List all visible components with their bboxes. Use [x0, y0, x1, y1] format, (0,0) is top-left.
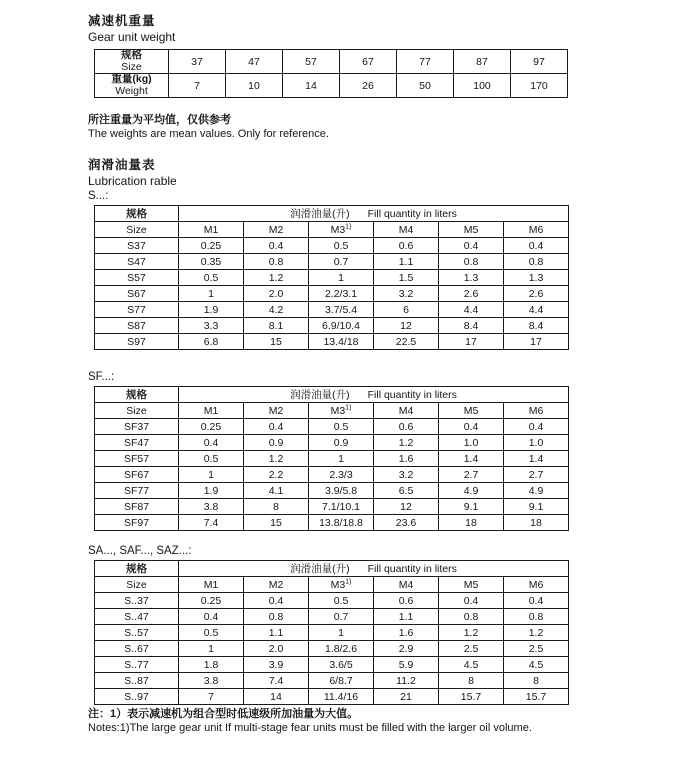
oil-quantity-cell: 1.1	[374, 609, 439, 625]
mount-position-header: M4	[374, 222, 439, 238]
size-label-en: Size	[121, 60, 142, 73]
oil-quantity-cell: 1.6	[374, 451, 439, 467]
oil-quantity-cell: 6.5	[374, 483, 439, 499]
size-value-cell: 97	[511, 50, 568, 74]
lube-data-row	[95, 625, 569, 641]
oil-quantity-cell: 3.3	[179, 318, 244, 334]
lube-header-row-en	[95, 577, 569, 593]
oil-quantity-cell: 0.8	[439, 254, 504, 270]
oil-quantity-cell: 0.9	[309, 435, 374, 451]
mount-position-header: M6	[504, 403, 569, 419]
oil-quantity-cell: 6/8.7	[309, 673, 374, 689]
row-size-label: SF87	[95, 499, 179, 515]
oil-quantity-cell: 0.6	[374, 238, 439, 254]
oil-quantity-cell: 1.8	[179, 657, 244, 673]
oil-quantity-cell: 0.5	[179, 451, 244, 467]
row-size-label: S..87	[95, 673, 179, 689]
oil-quantity-cell: 0.4	[504, 419, 569, 435]
oil-quantity-cell: 4.5	[439, 657, 504, 673]
oil-quantity-cell: 18	[504, 515, 569, 531]
oil-quantity-cell: 2.5	[439, 641, 504, 657]
oil-quantity-cell: 0.4	[244, 593, 309, 609]
oil-quantity-cell: 4.4	[504, 302, 569, 318]
lubrication-table	[94, 386, 569, 531]
oil-quantity-cell: 2.6	[504, 286, 569, 302]
lube-data-row	[95, 318, 569, 334]
oil-quantity-cell: 0.4	[439, 593, 504, 609]
mount-position-header: M6	[504, 222, 569, 238]
oil-quantity-cell: 0.8	[504, 254, 569, 270]
row-size-label: S67	[95, 286, 179, 302]
mount-position-header: M2	[244, 577, 309, 593]
oil-quantity-cell: 0.4	[439, 419, 504, 435]
size-value-cell: 37	[169, 50, 226, 74]
mount-position-header: M2	[244, 403, 309, 419]
lubrication-table	[94, 205, 569, 350]
oil-quantity-cell: 1.0	[439, 435, 504, 451]
oil-quantity-cell: 0.9	[244, 435, 309, 451]
oil-quantity-cell: 0.4	[179, 435, 244, 451]
footnote-en: Notes:1)The large gear unit If multi-stage fear units must be filled with the larger oil volume.	[88, 722, 532, 734]
oil-quantity-cell: 0.7	[309, 609, 374, 625]
row-size-label: S..77	[95, 657, 179, 673]
lube-data-row	[95, 238, 569, 254]
oil-quantity-cell: 0.35	[179, 254, 244, 270]
mount-position-header: M3$^{1)}$	[309, 403, 374, 419]
row-size-label: S..37	[95, 593, 179, 609]
oil-quantity-cell: 1.2	[244, 451, 309, 467]
gear-weight-title-cn: 减速机重量	[88, 14, 156, 28]
weight-note-cn: 所注重量为平均值，仅供参考	[88, 114, 231, 126]
oil-quantity-cell: 0.4	[504, 238, 569, 254]
lube-data-row	[95, 451, 569, 467]
oil-quantity-cell: 15	[244, 515, 309, 531]
lube-data-row	[95, 609, 569, 625]
oil-quantity-cell: 1.2	[374, 435, 439, 451]
oil-quantity-cell: 12	[374, 318, 439, 334]
oil-quantity-cell: 7.1/10.1	[309, 499, 374, 515]
lube-header-row-cn	[95, 561, 569, 577]
mount-position-header: M1	[179, 222, 244, 238]
lube-data-row	[95, 270, 569, 286]
oil-quantity-cell: 3.2	[374, 467, 439, 483]
row-size-label: S97	[95, 334, 179, 350]
oil-quantity-cell: 8	[439, 673, 504, 689]
oil-quantity-cell: 1.3	[439, 270, 504, 286]
oil-quantity-cell: 1.1	[244, 625, 309, 641]
weight-value-cell: 100	[454, 74, 511, 98]
row-size-label: S87	[95, 318, 179, 334]
oil-quantity-cell: 13.8/18.8	[309, 515, 374, 531]
oil-quantity-cell: 0.4	[244, 419, 309, 435]
lube-header-row-cn	[95, 206, 569, 222]
gear-weight-title-en: Gear unit weight	[88, 30, 176, 44]
row-size-label: SF77	[95, 483, 179, 499]
oil-quantity-cell: 2.9	[374, 641, 439, 657]
oil-quantity-cell: 0.25	[179, 238, 244, 254]
footnote-marker: 1)	[345, 578, 352, 585]
oil-quantity-cell: 0.5	[309, 593, 374, 609]
weight-table-weight-row	[95, 74, 568, 98]
weight-note	[88, 113, 691, 141]
oil-quantity-cell: 4.9	[439, 483, 504, 499]
size-value-cell: 67	[340, 50, 397, 74]
lube-data-row	[95, 483, 569, 499]
gear-weight-table	[94, 49, 568, 98]
oil-quantity-cell: 2.0	[244, 641, 309, 657]
footnote-marker: 1)	[345, 404, 352, 411]
lube-header-row-en	[95, 403, 569, 419]
footnotes	[88, 707, 691, 735]
oil-quantity-cell: 11.4/16	[309, 689, 374, 705]
fill-quantity-label-cn: 润滑油量(升)	[290, 208, 350, 220]
oil-quantity-cell: 1.0	[504, 435, 569, 451]
mount-position-header: M5	[439, 403, 504, 419]
size-value-cell: 47	[226, 50, 283, 74]
row-size-label: S77	[95, 302, 179, 318]
oil-quantity-cell: 23.6	[374, 515, 439, 531]
oil-quantity-cell: 6	[374, 302, 439, 318]
oil-quantity-cell: 1.2	[244, 270, 309, 286]
oil-quantity-cell: 0.6	[374, 593, 439, 609]
oil-quantity-cell: 0.5	[309, 238, 374, 254]
oil-quantity-cell: 8.4	[439, 318, 504, 334]
spec-header-cn: 规格	[95, 561, 179, 577]
fill-quantity-label-cn: 润滑油量(升)	[290, 389, 350, 401]
table-series-label: SF...:	[88, 371, 115, 383]
lube-data-row	[95, 334, 569, 350]
lube-data-row	[95, 499, 569, 515]
fill-quantity-label-en: Fill quantity in liters	[367, 563, 457, 575]
oil-quantity-cell: 2.0	[244, 286, 309, 302]
weight-label-cn: 重量(kg)	[111, 73, 152, 85]
oil-quantity-cell: 0.8	[244, 609, 309, 625]
lube-data-row	[95, 515, 569, 531]
oil-quantity-cell: 1	[179, 641, 244, 657]
oil-quantity-cell: 2.2	[244, 467, 309, 483]
row-size-label: S57	[95, 270, 179, 286]
footnote-marker: 1)	[345, 223, 352, 230]
lube-data-row	[95, 673, 569, 689]
weight-value-cell: 26	[340, 74, 397, 98]
mount-position-header: M5	[439, 577, 504, 593]
row-size-label: SF97	[95, 515, 179, 531]
fill-quantity-header	[179, 206, 569, 222]
fill-quantity-label-en: Fill quantity in liters	[367, 208, 457, 220]
oil-quantity-cell: 0.8	[439, 609, 504, 625]
oil-quantity-cell: 1.4	[504, 451, 569, 467]
oil-quantity-cell: 1	[309, 270, 374, 286]
oil-quantity-cell: 0.25	[179, 419, 244, 435]
oil-quantity-cell: 1.3	[504, 270, 569, 286]
mount-position-header: M4	[374, 403, 439, 419]
oil-quantity-cell: 0.6	[374, 419, 439, 435]
oil-quantity-cell: 9.1	[439, 499, 504, 515]
lube-header-row-en	[95, 222, 569, 238]
oil-quantity-cell: 13.4/18	[309, 334, 374, 350]
size-header: Size	[95, 222, 179, 238]
oil-quantity-cell: 1	[309, 451, 374, 467]
lube-data-row	[95, 689, 569, 705]
fill-quantity-header	[179, 561, 569, 577]
weight-value-cell: 10	[226, 74, 283, 98]
oil-quantity-cell: 0.8	[504, 609, 569, 625]
fill-quantity-label-en: Fill quantity in liters	[367, 389, 457, 401]
row-size-label: SF37	[95, 419, 179, 435]
lube-data-row	[95, 467, 569, 483]
oil-quantity-cell: 22.5	[374, 334, 439, 350]
oil-quantity-cell: 3.8	[179, 673, 244, 689]
oil-quantity-cell: 6.8	[179, 334, 244, 350]
oil-quantity-cell: 17	[439, 334, 504, 350]
oil-quantity-cell: 1.2	[439, 625, 504, 641]
lube-data-row	[95, 254, 569, 270]
oil-quantity-cell: 0.5	[179, 625, 244, 641]
oil-quantity-cell: 1	[179, 286, 244, 302]
oil-quantity-cell: 2.6	[439, 286, 504, 302]
oil-quantity-cell: 17	[504, 334, 569, 350]
lubrication-title-cn: 润滑油量表	[88, 158, 156, 172]
oil-quantity-cell: 0.7	[309, 254, 374, 270]
oil-quantity-cell: 7.4	[244, 673, 309, 689]
oil-quantity-cell: 2.7	[504, 467, 569, 483]
lube-data-row	[95, 593, 569, 609]
lubrication-title-en: Lubrication rable	[88, 174, 177, 188]
row-size-label: S..57	[95, 625, 179, 641]
weight-header-cell	[95, 74, 169, 98]
size-value-cell: 87	[454, 50, 511, 74]
oil-quantity-cell: 0.4	[244, 238, 309, 254]
oil-quantity-cell: 1.4	[439, 451, 504, 467]
oil-quantity-cell: 14	[244, 689, 309, 705]
weight-value-cell: 170	[511, 74, 568, 98]
oil-quantity-cell: 1.8/2.6	[309, 641, 374, 657]
mount-position-header: M1	[179, 577, 244, 593]
row-size-label: SF67	[95, 467, 179, 483]
oil-quantity-cell: 1.6	[374, 625, 439, 641]
lube-header-row-cn	[95, 387, 569, 403]
lubrication-table-block	[88, 544, 691, 705]
oil-quantity-cell: 2.5	[504, 641, 569, 657]
lube-data-row	[95, 419, 569, 435]
oil-quantity-cell: 4.5	[504, 657, 569, 673]
oil-quantity-cell: 4.2	[244, 302, 309, 318]
oil-quantity-cell: 8.4	[504, 318, 569, 334]
lube-data-row	[95, 302, 569, 318]
oil-quantity-cell: 2.3/3	[309, 467, 374, 483]
oil-quantity-cell: 0.5	[309, 419, 374, 435]
oil-quantity-cell: 0.4	[179, 609, 244, 625]
lube-data-row	[95, 657, 569, 673]
section-gear-weight	[88, 13, 691, 45]
footnote-cn: 注：1）表示减速机为组合型时低速级所加油量为大值。	[88, 708, 359, 720]
oil-quantity-cell: 1	[309, 625, 374, 641]
oil-quantity-cell: 0.8	[244, 254, 309, 270]
size-header: Size	[95, 577, 179, 593]
oil-quantity-cell: 21	[374, 689, 439, 705]
mount-position-header: M6	[504, 577, 569, 593]
oil-quantity-cell: 1.9	[179, 483, 244, 499]
oil-quantity-cell: 8.1	[244, 318, 309, 334]
oil-quantity-cell: 5.9	[374, 657, 439, 673]
fill-quantity-label-cn: 润滑油量(升)	[290, 563, 350, 575]
size-header-cell	[95, 50, 169, 74]
oil-quantity-cell: 0.4	[439, 238, 504, 254]
fill-quantity-header	[179, 387, 569, 403]
weight-table-size-row	[95, 50, 568, 74]
lube-data-row	[95, 286, 569, 302]
oil-quantity-cell: 1.1	[374, 254, 439, 270]
oil-quantity-cell: 0.5	[179, 270, 244, 286]
size-value-cell: 77	[397, 50, 454, 74]
oil-quantity-cell: 2.2/3.1	[309, 286, 374, 302]
lubrication-tables-container	[88, 189, 691, 705]
mount-position-header: M2	[244, 222, 309, 238]
oil-quantity-cell: 1.9	[179, 302, 244, 318]
row-size-label: SF47	[95, 435, 179, 451]
oil-quantity-cell: 15.7	[439, 689, 504, 705]
oil-quantity-cell: 6.9/10.4	[309, 318, 374, 334]
mount-position-header: M3$^{1)}$	[309, 577, 374, 593]
table-series-label: SA..., SAF..., SAZ...:	[88, 545, 192, 557]
mount-position-header: M4	[374, 577, 439, 593]
row-size-label: SF57	[95, 451, 179, 467]
row-size-label: S..67	[95, 641, 179, 657]
mount-position-header: M1	[179, 403, 244, 419]
mount-position-header: M3$^{1)}$	[309, 222, 374, 238]
oil-quantity-cell: 3.6/5	[309, 657, 374, 673]
row-size-label: S37	[95, 238, 179, 254]
oil-quantity-cell: 2.7	[439, 467, 504, 483]
row-size-label: S..47	[95, 609, 179, 625]
weight-note-en: The weights are mean values. Only for reference.	[88, 128, 329, 140]
oil-quantity-cell: 18	[439, 515, 504, 531]
spec-header-cn: 规格	[95, 206, 179, 222]
lubrication-table-block	[88, 370, 691, 531]
oil-quantity-cell: 9.1	[504, 499, 569, 515]
oil-quantity-cell: 11.2	[374, 673, 439, 689]
oil-quantity-cell: 3.9/5.8	[309, 483, 374, 499]
oil-quantity-cell: 3.9	[244, 657, 309, 673]
mount-position-header: M5	[439, 222, 504, 238]
oil-quantity-cell: 7	[179, 689, 244, 705]
lubrication-table-block	[88, 189, 691, 350]
size-header: Size	[95, 403, 179, 419]
size-value-cell: 57	[283, 50, 340, 74]
oil-quantity-cell: 12	[374, 499, 439, 515]
oil-quantity-cell: 1.2	[504, 625, 569, 641]
oil-quantity-cell: 3.7/5.4	[309, 302, 374, 318]
oil-quantity-cell: 8	[504, 673, 569, 689]
oil-quantity-cell: 1.5	[374, 270, 439, 286]
oil-quantity-cell: 3.2	[374, 286, 439, 302]
oil-quantity-cell: 7.4	[179, 515, 244, 531]
oil-quantity-cell: 15.7	[504, 689, 569, 705]
lubrication-table	[94, 560, 569, 705]
oil-quantity-cell: 4.4	[439, 302, 504, 318]
weight-label-en: Weight	[115, 84, 148, 97]
spec-header-cn: 规格	[95, 387, 179, 403]
weight-value-cell: 14	[283, 74, 340, 98]
oil-quantity-cell: 15	[244, 334, 309, 350]
table-series-label: S...:	[88, 190, 109, 202]
oil-quantity-cell: 1	[179, 467, 244, 483]
row-size-label: S47	[95, 254, 179, 270]
weight-value-cell: 7	[169, 74, 226, 98]
row-size-label: S..97	[95, 689, 179, 705]
lube-data-row	[95, 435, 569, 451]
weight-value-cell: 50	[397, 74, 454, 98]
oil-quantity-cell: 4.9	[504, 483, 569, 499]
section-lubrication	[88, 157, 691, 189]
size-label-cn: 规格	[121, 49, 142, 61]
lube-data-row	[95, 641, 569, 657]
oil-quantity-cell: 4.1	[244, 483, 309, 499]
oil-quantity-cell: 0.25	[179, 593, 244, 609]
oil-quantity-cell: 3.8	[179, 499, 244, 515]
oil-quantity-cell: 8	[244, 499, 309, 515]
oil-quantity-cell: 0.4	[504, 593, 569, 609]
